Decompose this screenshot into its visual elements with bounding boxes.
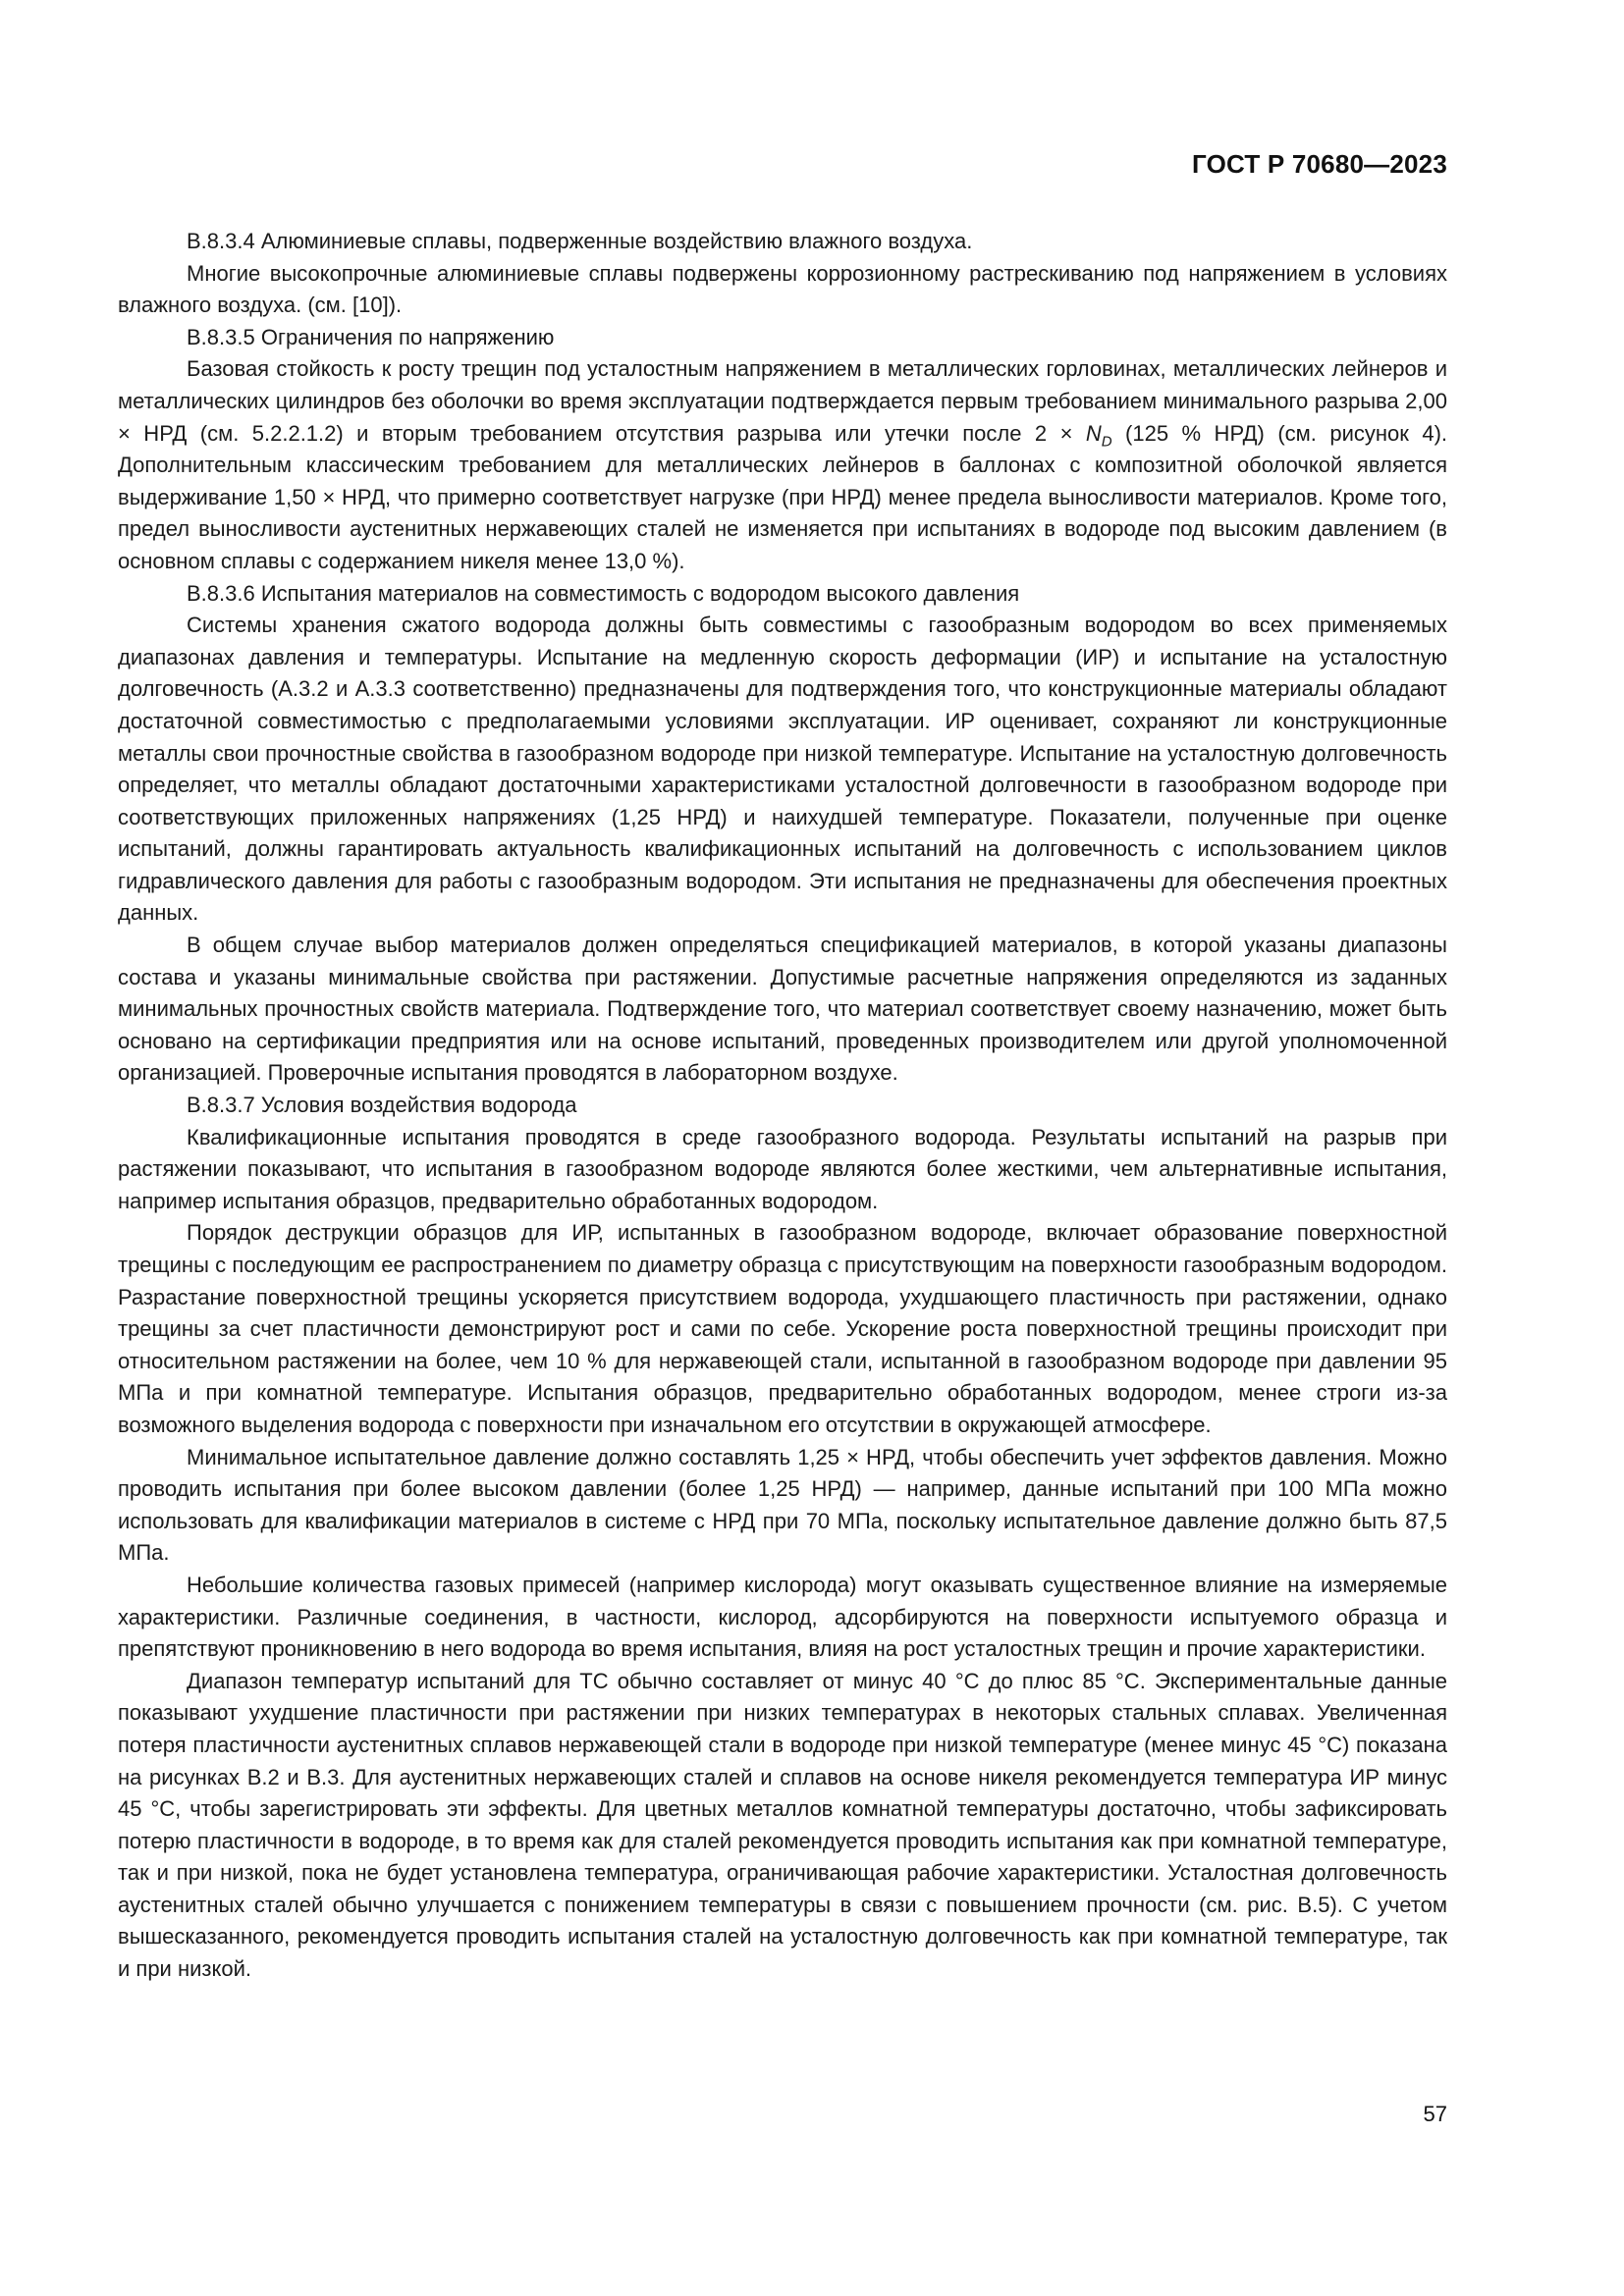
section-heading-b834: В.8.3.4 Алюминиевые сплавы, подверженные воздействию влажного воздуха.	[187, 229, 973, 253]
document-designation: ГОСТ Р 70680—2023	[1192, 149, 1447, 179]
paragraph-test-temperatures: Диапазон температур испытаний для ТС обычно составляет от минус 40 °С до плюс 85 °С. Экспериментальные данные показывают ухудшение пластичности при растяжении при низких температурах в некоторых стальных сплавах. Увеличенная потеря пластичности аустенитных сплавов нержавеющей стали в водороде при низкой температуре (менее минус 45 °С) показана на рисунках В.2 и В.3. Для аустенитных нержавеющих сталей и сплавов на основе никеля рекомендуется температура ИР минус 45 °С, чтобы зарегистрировать эти эффекты. Для цветных металлов комнатной температуры достаточно, чтобы зафиксировать потерю пластичности в водороде, в то время как для сталей рекомендуется проводить испытания как при комнатной температуре, так и при низкой, пока не будет установлена температура, ограничивающая рабочие характеристики. Усталостная долговечность аустенитных сталей обычно улучшается с понижением температуры в связи с повышением прочности (см. рис. В.5). С учетом вышесказанного, рекомендуется проводить испытания сталей на усталостную долговечность как при комнатной температуре, так и при низкой.	[118, 1668, 1447, 1982]
paragraph-text-before-symbol: Базовая стойкость к росту трещин под усталостным напряжением в металлических горловинах, металлических лейнеров и металлических цилиндров без оболочки во время эксплуатации подтверждается первым требованием минимального разрыва 2,00 × НРД (см. 5.2.2.1.2) и вторым требованием отсутствия разрыва или утечки после 2 ×	[118, 356, 1447, 446]
paragraph-hydrogen-compatibility: Системы хранения сжатого водорода должны быть совместимы с газообразным водородом во всех применяемых диапазонах давления и температуры. Испытание на медленную скорость деформации (ИР) и испытание на усталостную долговечность (А.3.2 и А.3.3 соответственно) предназначены для подтверждения того, что конструкционные материалы обладают достаточной совместимостью с предполагаемыми условиями эксплуатации. ИР оценивает, сохраняют ли конструкционные металлы свои прочностные свойства в газообразном водороде при низкой температуре. Испытание на усталостную долговечность определяет, что металлы обладают достаточными характеристиками усталостной долговечности в газообразном водороде при соответствующих приложенных напряжениях (1,25 НРД) и наихудшей температуре. Показатели, полученные при оценке испытаний, должны гарантировать актуальность квалификационных испытаний на долговечность с использованием циклов гидравлического давления для работы с газообразным водородом. Эти испытания не предназначены для обеспечения проектных данных.	[118, 613, 1447, 926]
symbol-n: N	[1085, 420, 1102, 446]
paragraph-minimum-test-pressure: Минимальное испытательное давление должно составлять 1,25 × НРД, чтобы обеспечить учет эффектов давления. Можно проводить испытания при более высоком давлении (более 1,25 НРД) — например, данные испытаний при 100 МПа можно использовать для квалификации материалов в системе с НРД при 70 МПа, поскольку испытательное давление должно быть 87,5 МПа.	[118, 1444, 1447, 1566]
paragraph-qualification-tests: Квалификационные испытания проводятся в среде газообразного водорода. Результаты испытаний на разрыв при растяжении показывают, что испытания в газообразном водороде являются более жесткими, чем альтернативные испытания, например испытания образцов, предварительно обработанных водородом.	[118, 1124, 1447, 1213]
section-heading-b836: В.8.3.6 Испытания материалов на совместимость с водородом высокого давления	[187, 580, 1020, 606]
document-body	[118, 226, 1447, 1986]
page-number: 57	[1423, 2102, 1447, 2126]
paragraph-aluminium-alloys: Многие высокопрочные алюминиевые сплавы подвержены коррозионному растрескиванию под напряжением в условиях влажного воздуха. (см. [10]).	[118, 260, 1447, 318]
section-heading-b837: В.8.3.7 Условия воздействия водорода	[187, 1093, 577, 1118]
paragraph-text-after-symbol: (125 % НРД) (см. рисунок 4). Дополнительным классическим требованием для металлических лейнеров в баллонах с композитной оболочкой является выдерживание 1,50 × НРД, что примерно соответствует нагрузке (при НРД) менее предела выносливости материалов. Кроме того, предел выносливости аустенитных нержавеющих сталей не изменяется при испытаниях в водороде под высоким давлением (в основном сплавы с содержанием никеля менее 13,0 %).	[118, 420, 1448, 573]
paragraph-specimen-failure: Порядок деструкции образцов для ИР, испытанных в газообразном водороде, включает образование поверхностной трещины с последующим ее распространением по диаметру образца с присутствующим на поверхности газообразным водородом. Разрастание поверхностной трещины ускоряется присутствием водорода, ухудшающего пластичность при растяжении, однако трещины за счет пластичности демонстрируют рост и сами по себе. Ускорение роста поверхностной трещины происходит при относительном растяжении на более, чем 10 % для нержавеющей стали, испытанной в газообразном водороде при давлении 95 МПа и при комнатной температуре. Испытания образцов, предварительно обработанных водородом, менее строги из-за возможного выделения водорода с поверхности при изначальном его отсутствии в окружающей атмосфере.	[118, 1220, 1447, 1437]
section-heading-b835: В.8.3.5 Ограничения по напряжению	[187, 324, 555, 349]
paragraph-material-selection: В общем случае выбор материалов должен определяться спецификацией материалов, в которой указаны диапазоны состава и указаны минимальные свойства при растяжении. Допустимые расчетные напряжения определяются из заданных минимальных прочностных свойств материала. Подтверждение того, что материал соответствует своему назначению, может быть основано на сертификации предприятия или на основе испытаний, проведенных производителем или другой уполномоченной организацией. Проверочные испытания проводятся в лабораторном воздухе.	[118, 933, 1447, 1086]
paragraph-gas-impurities: Небольшие количества газовых примесей (например кислорода) могут оказывать существенное влияние на измеряемые характеристики. Различные соединения, в частности, кислород, адсорбируются на поверхности испытуемого образца и препятствуют проникновению в него водорода во время испытания, влияя на рост усталостных трещин и прочие характеристики.	[118, 1572, 1447, 1662]
symbol-subscript-d: D	[1101, 432, 1112, 450]
paragraph-stress-limits	[118, 353, 1447, 577]
